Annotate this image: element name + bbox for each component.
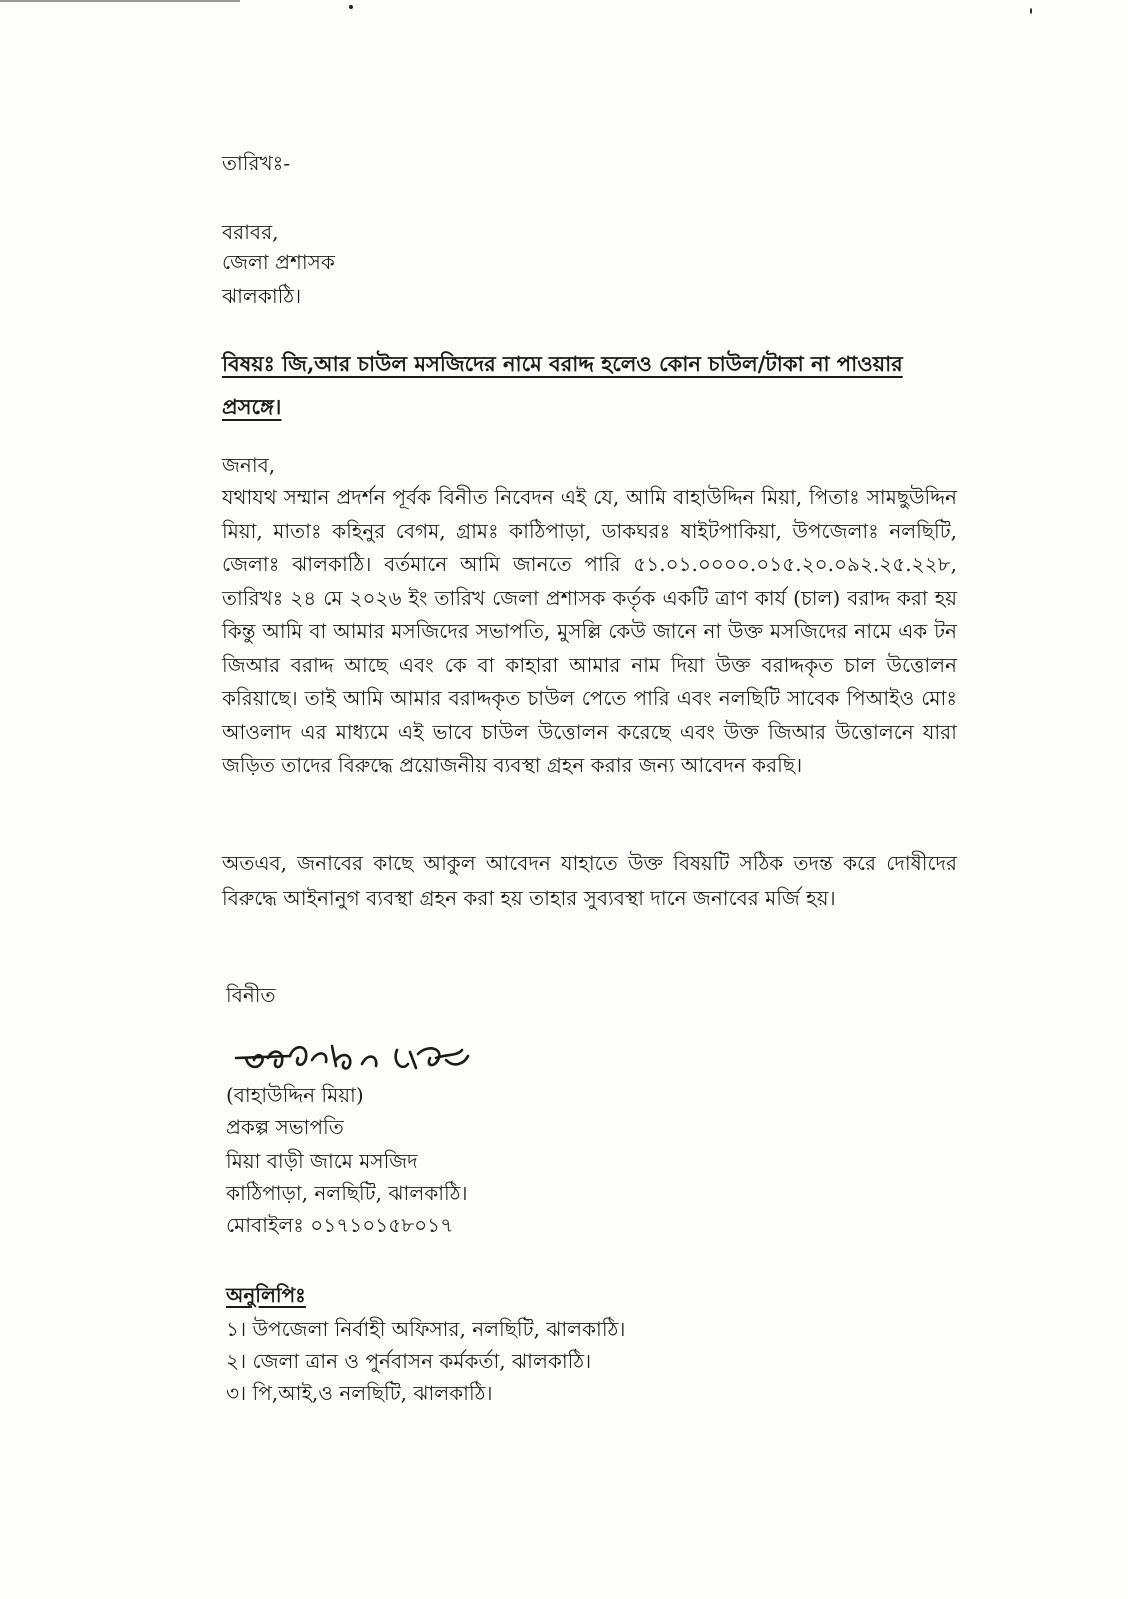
copies-title: অনুলিপিঃ bbox=[226, 1283, 306, 1307]
body-paragraph: যথাযথ সম্মান প্রদর্শন পূর্বক বিনীত নিবেদন এই যে, আমি বাহাউদ্দিন মিয়া, পিতাঃ সামছুউদ্দিন মিয়া, মাতাঃ কহিনুর বেগম, গ্রামঃ কাঠিপাড়া, ডাকঘরঃ ষাইটপাকিয়া, উপজেলাঃ নলছিটি, জেলাঃ ঝালকাঠি। বর্তমানে আমি জানতে পারি ৫১.০১.০০০০.০১৫.২০.০৯২.২৫.২২৮, তারিখঃ ২৪ মে ২০২৬ ইং তারিখ জেলা প্রশাসক কর্তৃক একটি ত্রাণ কার্য (চাল) বরাদ্দ করা হয় কিন্তু আমি বা আমার মসজিদের সভাপতি, মুসল্লি কেউ জানে না উক্ত মসজিদের নামে এক টন জিআর বরাদ্দ আছে এবং কে বা কাহারা আমার নাম দিয়া উক্ত বরাদ্দকৃত চাল উত্তোলন করিয়াছে। তাই আমি আমার বরাদ্দকৃত চাউল পেতে পারি এবং নলছিটি সাবেক পিআইও মোঃ আওলাদ এর মাধ্যমে এই ভাবে চাউল উত্তোলন করেছে এবং উক্ত জিআর উত্তোলনে যারা জড়িত তাদের বিরুদ্ধে প্রয়োজনীয় ব্যবস্থা গ্রহন করার জন্য আবেদন করছি। bbox=[222, 485, 957, 777]
sender-designation: প্রকল্প সভাপতি bbox=[226, 1115, 344, 1139]
greeting: জনাব, bbox=[222, 453, 276, 477]
sender-address: কাঠিপাড়া, নলছিটি, ঝালকাঠি। bbox=[226, 1181, 468, 1205]
recipient-district: ঝালকাঠি। bbox=[222, 284, 302, 308]
scan-speck bbox=[349, 5, 353, 9]
recipient-title: জেলা প্রশাসক bbox=[222, 250, 335, 274]
sender-name: (বাহাউদ্দিন মিয়া) bbox=[226, 1083, 364, 1107]
closing-paragraph: অতএব, জনাবের কাছে আকুল আবেদন যাহাতে উক্ত বিষয়টি সঠিক তদন্ত করে দোষীদের বিরুদ্ধে আইনানুগ ব্যবস্থা গ্রহন করা হয় তাহার সুব্যবস্থা দানে জনাবের মর্জি হয়। bbox=[222, 851, 957, 910]
subject-line: বিষয়ঃ জি,আর চাউল মসজিদের নামে বরাদ্দ হলেও কোন চাউল/টাকা না পাওয়ার প্রসঙ্গে। bbox=[222, 351, 903, 419]
sign-off: বিনীত bbox=[226, 983, 276, 1007]
sender-mobile: মোবাইলঃ ০১৭১০১৫৮০১৭ bbox=[226, 1213, 454, 1237]
recipient-salutation: বরাবর, bbox=[222, 220, 279, 244]
date-line: তারিখঃ- bbox=[222, 151, 291, 175]
copy-item: ১। উপজেলা নির্বাহী অফিসার, নলছিটি, ঝালকাঠি। bbox=[226, 1317, 626, 1341]
copy-item: ২। জেলা ত্রান ও পুর্নবাসন কর্মকর্তা, ঝালকাঠি। bbox=[226, 1349, 592, 1373]
scan-edge-line bbox=[0, 0, 240, 2]
scan-speck bbox=[1030, 8, 1032, 14]
copy-item: ৩। পি,আই,ও নলছিটি, ঝালকাঠি। bbox=[226, 1381, 493, 1405]
sender-organization: মিয়া বাড়ী জামে মসজিদ bbox=[226, 1149, 418, 1173]
handwritten-signature bbox=[232, 1038, 492, 1078]
